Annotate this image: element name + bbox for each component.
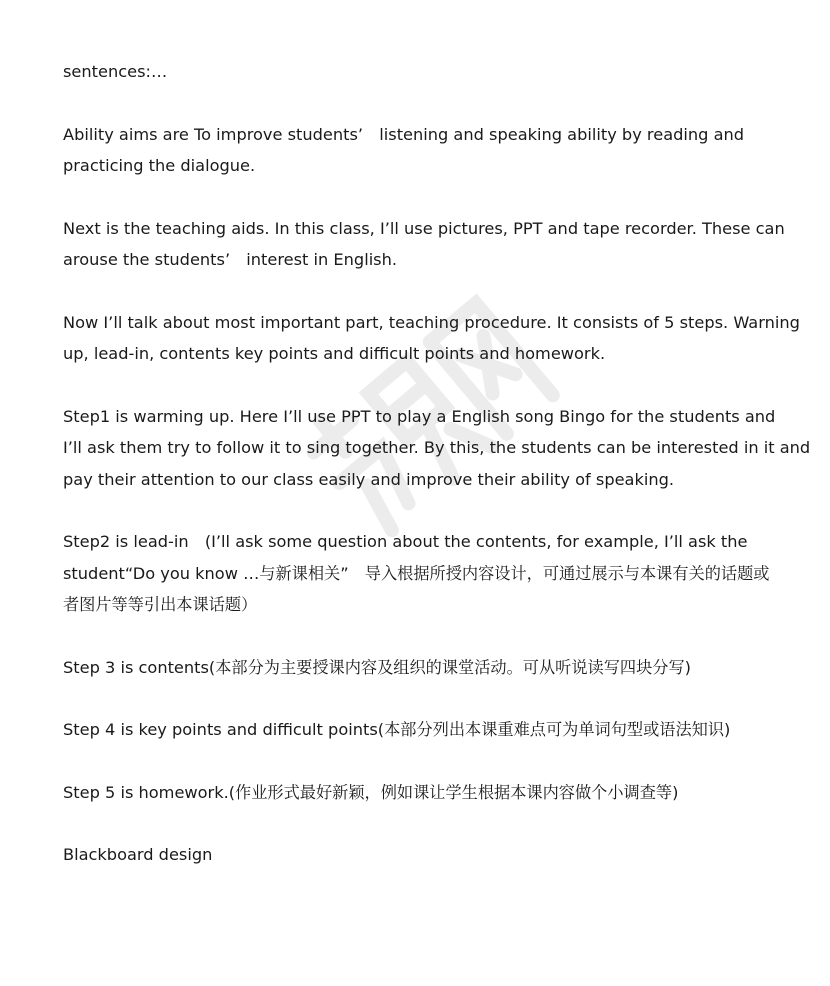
- text-line: I’ll ask them try to follow it to sing together. By this, the students can be interested in it and: [63, 438, 811, 457]
- text-line: Step 4 is key points and difficult points(本部分列出本课重难点可为单词句型或语法知识): [63, 720, 731, 739]
- text-line: Step 5 is homework.(作业形式最好新颖，例如课让学生根据本课内容做个小调查等): [63, 782, 679, 802]
- text-line: Ability aims are To improve students’ listening and speaking ability by reading and: [63, 124, 745, 144]
- text-line: practicing the dialogue.: [63, 156, 256, 175]
- text-line: Next is the teaching aids. In this class, I’ll use pictures, PPT and tape recorder. These can: [63, 218, 785, 238]
- text-line: pay their attention to our class easily and improve their ability of speaking.: [63, 469, 675, 489]
- text-line: up, lead-in, contents key points and difficult points and homework.: [63, 344, 606, 363]
- paragraph-teaching-aids: [63, 213, 785, 276]
- paragraph-step4: [63, 714, 763, 746]
- paragraph-step5: [63, 777, 763, 809]
- document-body: [63, 56, 811, 902]
- text-line: Step1 is warming up. Here I’ll use PPT to play a English song Bingo for the students and: [63, 406, 776, 426]
- paragraph-ability-aims: [63, 119, 763, 182]
- text-line: Step 3 is contents(本部分为主要授课内容及组织的课堂活动。可从听说读写四块分写): [63, 657, 691, 677]
- text-line: arouse the students’ interest in English.: [63, 250, 398, 269]
- text-line: Now I’ll talk about most important part, teaching procedure. It consists of 5 steps. Warning: [63, 312, 800, 332]
- paragraph-sentences: [63, 56, 763, 88]
- paragraph-step1: [63, 401, 811, 496]
- text-line: Step2 is lead-in (I’ll ask some question about the contents, for example, I’ll ask the: [63, 532, 748, 551]
- paragraph-step2: [63, 526, 770, 621]
- paragraph-blackboard-design: [63, 839, 763, 871]
- paragraph-teaching-procedure: [63, 307, 800, 370]
- text-line: student“Do you know …与新课相关” 导入根据所授内容设计，可通过展示与本课有关的话题或: [63, 563, 770, 583]
- paragraph-step3: [63, 652, 763, 684]
- text-line: 者图片等等引出本课话题）: [63, 595, 258, 614]
- text-line: sentences:…: [63, 62, 168, 81]
- text-line: Blackboard design: [63, 845, 213, 864]
